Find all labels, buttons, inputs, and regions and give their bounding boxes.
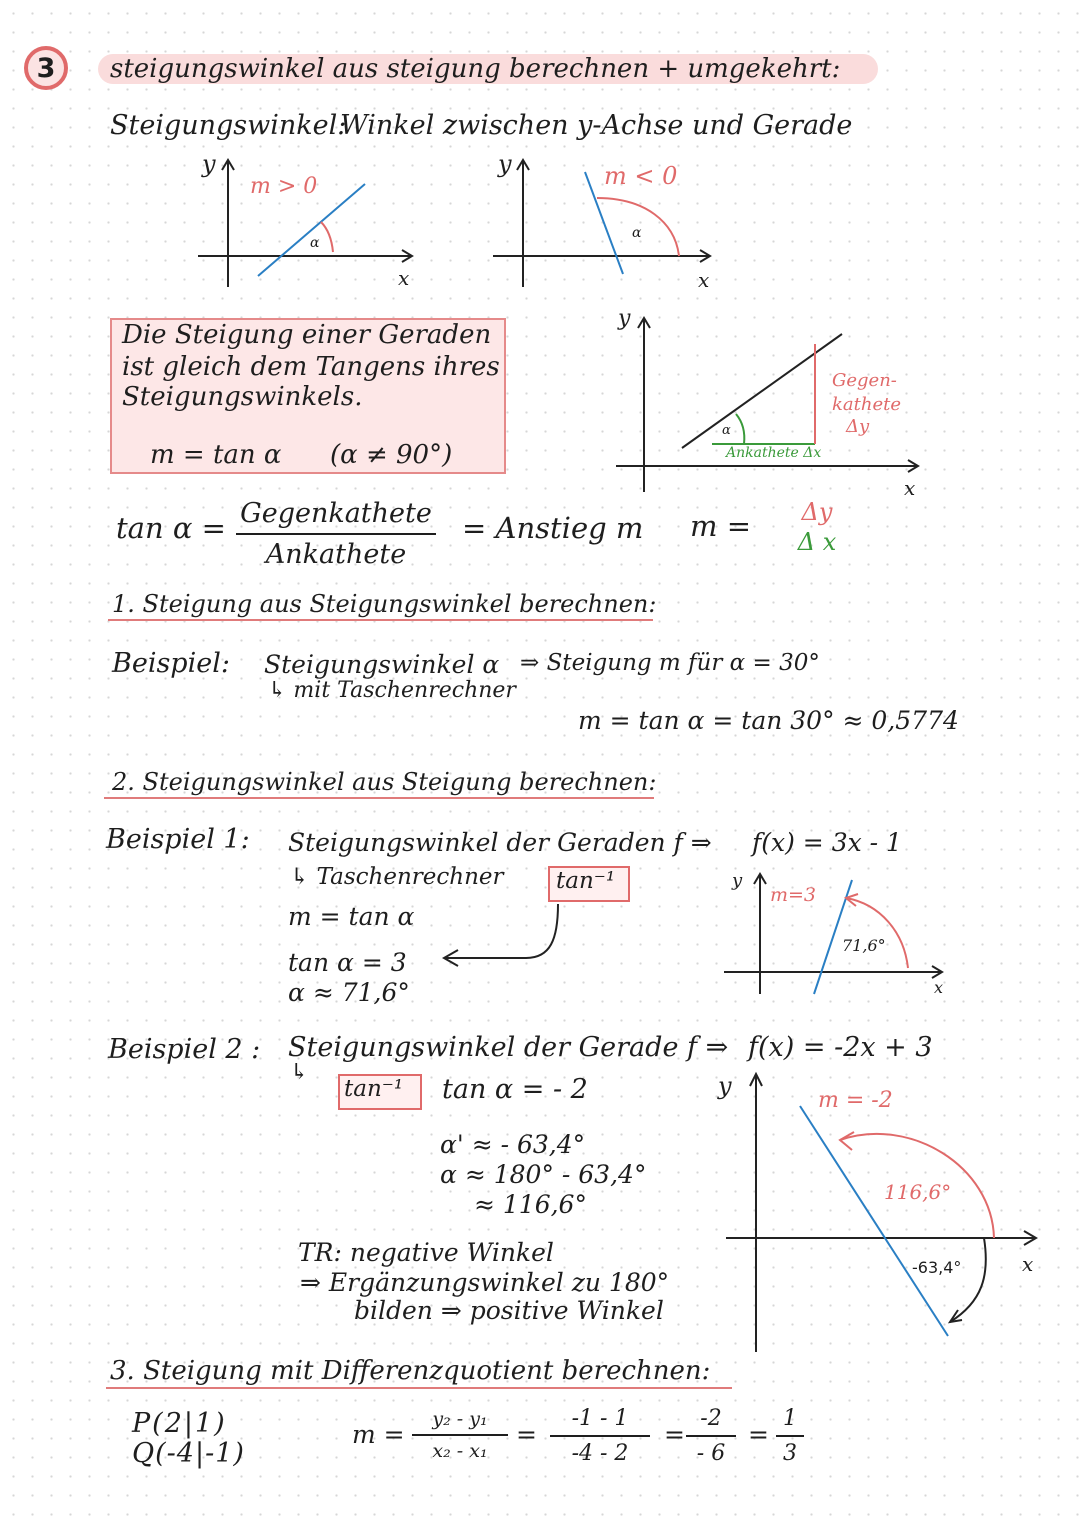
ex1-graph-ylabel: y [732,870,743,891]
graph-positive-slope [190,152,430,292]
angle-arc [846,898,908,968]
ex1-graph-angle: 71,6° [842,936,886,955]
section-number: 3 [36,53,56,84]
ex2-graph-m: m = -2 [818,1088,893,1113]
graph2-ylabel: y [498,150,512,178]
ex2-line1: Steigungswinkel der Gerade f ⇒ [288,1032,729,1063]
ex2-step-2: α ≈ 180° - 63,4° [440,1160,647,1189]
section1-result: m = tan α = tan 30° ≈ 0,5774 [578,706,959,735]
m-equals: m = [690,509,752,543]
numerator: Gegenkathete [240,498,432,529]
graph1-ylabel: y [202,150,216,178]
ex2-function: f(x) = -2x + 3 [748,1032,933,1063]
graph2-m-label: m < 0 [604,162,678,190]
ex1-step-3: α ≈ 71,6° [288,978,410,1007]
gegenkathete-1: Gegen- [832,370,897,391]
triangle-alpha: α [722,423,731,438]
section1-title: 1. Steigung aus Steigungswinkel berechnen: [112,590,657,618]
diff-quotient-values [550,1406,650,1466]
definition-text: Winkel zwischen y-Achse und Gerade [340,110,853,141]
ex1-label: Beispiel 1: [106,824,250,855]
section1-beispiel: Beispiel: [112,648,230,679]
ex1-graph-xlabel: x [934,978,944,997]
delta-fraction [784,498,850,556]
section-number-badge [24,46,68,90]
eq-sign-2: = [664,1420,685,1449]
gegenkathete-2: kathete [832,394,902,415]
f2-den: -4 - 2 [571,1441,629,1466]
ex2-graph-xlabel: x [1022,1252,1034,1276]
ex2-equation: tan α = - 2 [442,1074,588,1105]
section1-line1: Steigungswinkel α [264,650,500,679]
graph-ex1 [720,868,950,998]
ex2-note-1: TR: negative Winkel [298,1238,554,1267]
ex2-graph-angle-pos: 116,6° [884,1180,952,1204]
ex1-step-1: m = tan α [288,902,415,931]
delta-y: Δy [846,416,870,437]
f4-num: 1 [783,1406,797,1431]
f1-den: x₂ - x₁ [432,1440,488,1462]
diff-quotient-general [412,1408,508,1462]
graph1-alpha: α [310,235,320,251]
ex1-line1: Steigungswinkel der Geraden f ⇒ [288,828,712,857]
ex1-graph-m: m=3 [770,884,817,906]
f4-den: 3 [783,1441,797,1466]
ex2-label: Beispiel 2 : [108,1034,261,1065]
ex2-sub: ↳ [290,1060,309,1085]
definition-label: Steigungswinkel: [110,110,347,141]
ex2-graph-ylabel: y [718,1072,732,1100]
point-P: P(2|1) [132,1408,227,1439]
point-Q: Q(-4|-1) [132,1438,245,1469]
graph2-alpha: α [632,225,642,241]
line-m-2 [800,1106,948,1336]
f3-den: - 6 [696,1441,726,1466]
arrow-to-tan-eq [430,900,570,970]
tan-alpha-lhs: tan α = [116,511,226,545]
ex2-step-3: ≈ 116,6° [474,1190,587,1219]
angle-arc-negative [950,1238,986,1322]
ex1-function: f(x) = 3x - 1 [752,828,902,857]
denominator: Ankathete [265,539,407,570]
page-title: steigungswinkel aus steigung berechnen + umgekehrt: [110,54,841,84]
section3-underline [106,1387,732,1389]
triangle-ylabel: y [618,306,631,331]
section3-m-lhs: m = [352,1420,405,1449]
ankathete-label: Ankathete Δx [726,445,822,461]
tan-fraction [236,498,436,570]
eq-sign-3: = [748,1420,769,1449]
delta-x-den: Δ x [797,528,837,556]
section2-title: 2. Steigungswinkel aus Steigung berechnen: [112,768,657,796]
tan-inverse-label-2: tan⁻¹ [344,1076,404,1102]
section1-sub: ↳ mit Taschenrechner [268,678,516,703]
rule-line-3: Steigungswinkels. [122,382,363,412]
triangle-xlabel: x [904,476,916,500]
section1-underline [108,619,653,621]
rule-formula: m = tan α [150,440,282,470]
diff-quotient-simplified [686,1406,736,1466]
rule-condition: (α ≠ 90°) [330,440,453,470]
section1-arrow-text: ⇒ Steigung m für α = 30° [520,650,820,676]
ex2-note-2: ⇒ Ergänzungswinkel zu 180° [300,1268,670,1297]
section3-title: 3. Steigung mit Differenzquotient berechnen: [110,1356,711,1386]
eq-sign-1: = [516,1420,537,1449]
f3-num: -2 [700,1406,722,1431]
hypotenuse [682,334,842,448]
graph2-xlabel: x [698,268,710,292]
ex2-note-3: bilden ⇒ positive Winkel [354,1296,664,1325]
anstieg-m: = Anstieg m [462,511,644,545]
tan-inverse-label-1: tan⁻¹ [556,868,616,894]
graph1-m-label: m > 0 [250,174,318,199]
ex1-step-2: tan α = 3 [288,948,407,977]
ex2-graph-angle-neg: -63,4° [912,1258,962,1277]
f1-num: y₂ - y₁ [432,1408,488,1430]
ex1-sub: ↳ Taschenrechner [290,864,504,890]
graph1-xlabel: x [398,266,410,290]
angle-arc [321,222,333,252]
diff-quotient-result [776,1406,804,1466]
f2-num: -1 - 1 [571,1406,629,1431]
section2-underline [104,797,654,799]
ex2-step-1: α' ≈ - 63,4° [440,1130,586,1159]
rule-line-2: ist gleich dem Tangens ihres [122,352,500,382]
delta-y-num: Δy [801,498,833,526]
angle-arc [736,414,744,444]
rule-line-1: Die Steigung einer Geraden [122,320,492,350]
